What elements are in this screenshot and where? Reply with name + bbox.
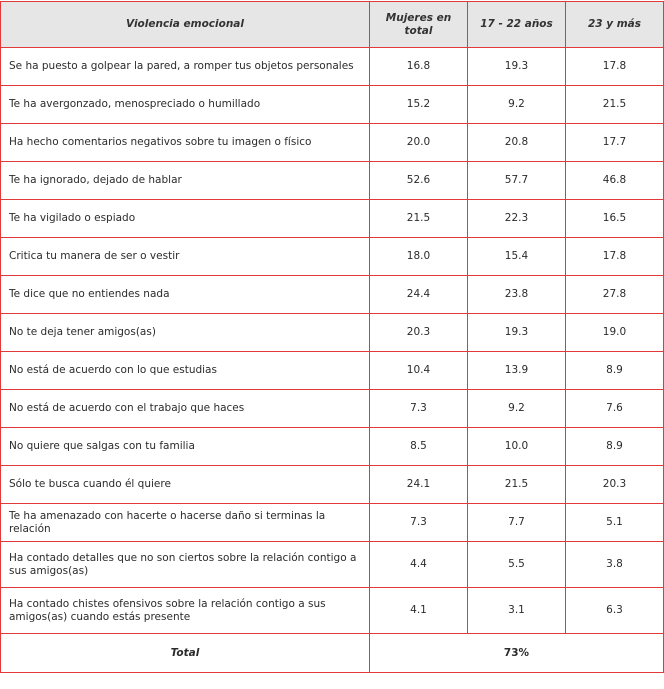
table-row: [1, 200, 664, 238]
value-17-22-anos: 19.3: [468, 314, 566, 352]
table-row: [1, 48, 664, 86]
value-23-y-mas: 17.7: [566, 124, 664, 162]
value-23-y-mas: 6.3: [566, 588, 664, 634]
value-17-22-anos: 3.1: [468, 588, 566, 634]
value-17-22-anos: 13.9: [468, 352, 566, 390]
value-23-y-mas: 17.8: [566, 48, 664, 86]
table-row: [1, 276, 664, 314]
value-17-22-anos: 9.2: [468, 86, 566, 124]
row-label: Ha contado detalles que no son ciertos sobre la relación contigo a sus amigos(as): [1, 542, 370, 588]
value-23-y-mas: 21.5: [566, 86, 664, 124]
table-row: [1, 162, 664, 200]
table-row: [1, 588, 664, 634]
table-row: [1, 428, 664, 466]
row-label: Te ha ignorado, dejado de hablar: [1, 162, 370, 200]
table-row: [1, 352, 664, 390]
total-label: Total: [1, 634, 370, 673]
table-row: [1, 238, 664, 276]
total-value: 73%: [370, 634, 664, 673]
value-mujeres-en-total: 10.4: [370, 352, 468, 390]
value-23-y-mas: 8.9: [566, 428, 664, 466]
value-17-22-anos: 15.4: [468, 238, 566, 276]
value-17-22-anos: 9.2: [468, 390, 566, 428]
row-label: Te ha avergonzado, menospreciado o humillado: [1, 86, 370, 124]
value-17-22-anos: 20.8: [468, 124, 566, 162]
row-label: Te ha vigilado o espiado: [1, 200, 370, 238]
value-mujeres-en-total: 21.5: [370, 200, 468, 238]
header-row: [1, 2, 664, 48]
table-row: [1, 124, 664, 162]
header-violencia-emocional: Violencia emocional: [1, 2, 370, 48]
value-mujeres-en-total: 8.5: [370, 428, 468, 466]
value-mujeres-en-total: 16.8: [370, 48, 468, 86]
value-mujeres-en-total: 7.3: [370, 504, 468, 542]
value-mujeres-en-total: 24.4: [370, 276, 468, 314]
value-17-22-anos: 5.5: [468, 542, 566, 588]
table-header: [1, 2, 664, 48]
header-23-y-mas: 23 y más: [566, 2, 664, 48]
value-23-y-mas: 8.9: [566, 352, 664, 390]
row-label: Ha contado chistes ofensivos sobre la relación contigo a sus amigos(as) cuando estás presente: [1, 588, 370, 634]
total-row: [1, 634, 664, 673]
value-mujeres-en-total: 15.2: [370, 86, 468, 124]
value-23-y-mas: 19.0: [566, 314, 664, 352]
value-mujeres-en-total: 4.1: [370, 588, 468, 634]
table-row: [1, 390, 664, 428]
row-label: Sólo te busca cuando él quiere: [1, 466, 370, 504]
violencia-emocional-table: [0, 1, 664, 673]
value-17-22-anos: 23.8: [468, 276, 566, 314]
value-23-y-mas: 20.3: [566, 466, 664, 504]
table-row: [1, 542, 664, 588]
value-mujeres-en-total: 18.0: [370, 238, 468, 276]
value-mujeres-en-total: 52.6: [370, 162, 468, 200]
value-mujeres-en-total: 20.0: [370, 124, 468, 162]
row-label: No quiere que salgas con tu familia: [1, 428, 370, 466]
row-label: Critica tu manera de ser o vestir: [1, 238, 370, 276]
value-17-22-anos: 22.3: [468, 200, 566, 238]
value-23-y-mas: 7.6: [566, 390, 664, 428]
row-label: Ha hecho comentarios negativos sobre tu imagen o físico: [1, 124, 370, 162]
value-23-y-mas: 16.5: [566, 200, 664, 238]
value-23-y-mas: 27.8: [566, 276, 664, 314]
table-row: [1, 86, 664, 124]
row-label: Se ha puesto a golpear la pared, a romper tus objetos personales: [1, 48, 370, 86]
table-footer: [1, 634, 664, 673]
value-mujeres-en-total: 7.3: [370, 390, 468, 428]
table-row: [1, 504, 664, 542]
row-label: Te ha amenazado con hacerte o hacerse daño si terminas la relación: [1, 504, 370, 542]
header-mujeres-en-total: Mujeres en total: [370, 2, 468, 48]
value-23-y-mas: 46.8: [566, 162, 664, 200]
row-label: No está de acuerdo con lo que estudias: [1, 352, 370, 390]
value-17-22-anos: 7.7: [468, 504, 566, 542]
header-17-22-anos: 17 - 22 años: [468, 2, 566, 48]
value-23-y-mas: 5.1: [566, 504, 664, 542]
value-17-22-anos: 19.3: [468, 48, 566, 86]
value-mujeres-en-total: 24.1: [370, 466, 468, 504]
row-label: No está de acuerdo con el trabajo que haces: [1, 390, 370, 428]
row-label: Te dice que no entiendes nada: [1, 276, 370, 314]
value-mujeres-en-total: 20.3: [370, 314, 468, 352]
table-row: [1, 314, 664, 352]
row-label: No te deja tener amigos(as): [1, 314, 370, 352]
value-mujeres-en-total: 4.4: [370, 542, 468, 588]
value-23-y-mas: 17.8: [566, 238, 664, 276]
value-23-y-mas: 3.8: [566, 542, 664, 588]
value-17-22-anos: 57.7: [468, 162, 566, 200]
table-body: [1, 48, 664, 634]
value-17-22-anos: 21.5: [468, 466, 566, 504]
value-17-22-anos: 10.0: [468, 428, 566, 466]
table-row: [1, 466, 664, 504]
